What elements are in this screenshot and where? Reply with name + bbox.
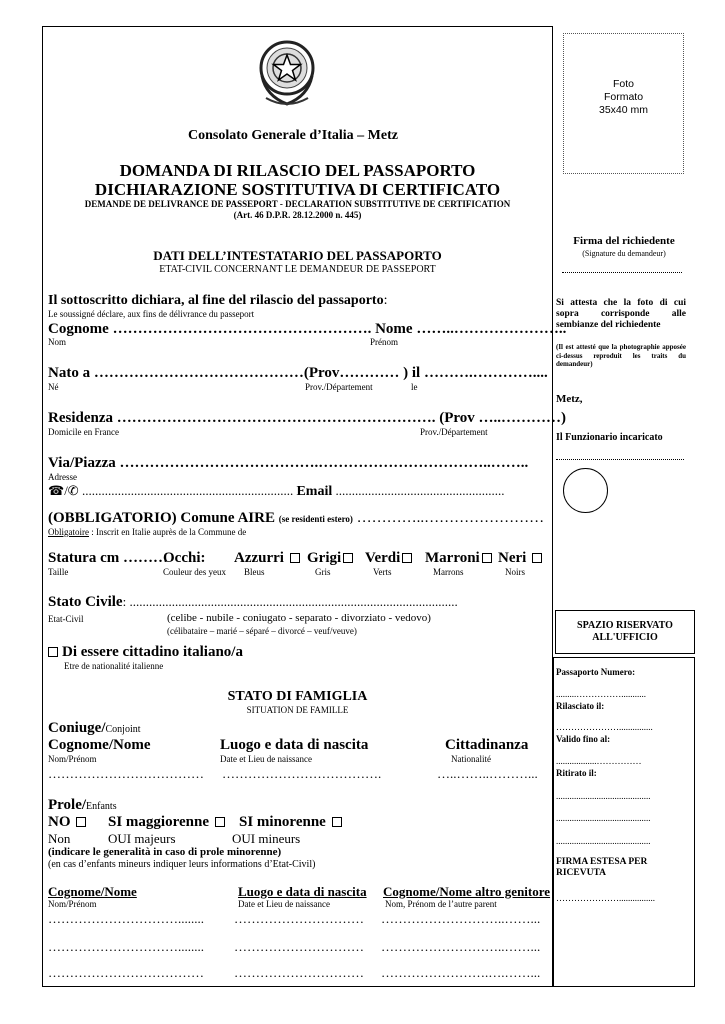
verdi-checkbox[interactable] bbox=[402, 553, 412, 563]
photo-size: 35x40 mm bbox=[598, 104, 649, 116]
famiglia-title: STATO DI FAMIGLIA bbox=[227, 689, 368, 704]
stato-civile-field[interactable]: Stato Civile: ..................................................................................................... bbox=[48, 594, 458, 610]
prole-si-min[interactable]: SI minorenne bbox=[239, 814, 344, 831]
passaporto-num-label: Passaporto Numero: bbox=[556, 667, 636, 677]
table-s-date: Date et Lieu de naissance bbox=[238, 899, 330, 909]
coniuge-s-date: Date et Lieu de naissance bbox=[220, 754, 312, 764]
passaporto-num-input[interactable]: .........……………........... bbox=[556, 689, 646, 699]
cittadino-field[interactable]: Di essere cittadino italiano/a bbox=[48, 644, 243, 661]
coniuge-s-nom: Nom/Prénom bbox=[48, 754, 97, 764]
italian-emblem-icon bbox=[256, 36, 318, 110]
eye-verdi[interactable]: Verdi bbox=[365, 550, 414, 567]
stato-options-fr: (célibataire – marié – séparé – divorcé – veuf/veuve) bbox=[167, 626, 357, 636]
stato-options: (celibe - nubile - coniugato - separato - divorziato - vedovo) bbox=[167, 612, 431, 624]
cittadino-checkbox[interactable] bbox=[48, 647, 58, 657]
prole-no[interactable]: NO bbox=[48, 814, 88, 831]
consulate-name: Consolato Generale d’Italia – Metz bbox=[188, 128, 398, 143]
child-row-1-altro[interactable]: ………………………..……... bbox=[381, 911, 541, 926]
marrons-label: Marrons bbox=[433, 567, 464, 577]
phone-icon: ☎/✆ bbox=[48, 483, 79, 498]
coniuge-h-citt: Cittadinanza bbox=[445, 737, 529, 753]
coniuge-luogo-input[interactable]: ………………………………. bbox=[222, 766, 382, 781]
phone-email-field[interactable]: ☎/✆ ................................................................. Email .................................................... bbox=[48, 483, 505, 499]
oui-min-label: OUI mineurs bbox=[232, 831, 301, 846]
nom-label: Nom bbox=[48, 337, 66, 347]
table-h-altro: Cognome/Nome altro genitore bbox=[383, 884, 551, 899]
coniuge-label: Coniuge/Conjoint bbox=[48, 720, 141, 736]
coniuge-citt-input[interactable]: …..……..………... bbox=[437, 766, 538, 781]
coniuge-s-nat: Nationalité bbox=[451, 754, 491, 764]
child-row-1-luogo[interactable]: ………………………… bbox=[234, 911, 364, 926]
oui-maj-label: OUI majeurs bbox=[108, 831, 176, 846]
grigi-checkbox[interactable] bbox=[343, 553, 353, 563]
statura-field[interactable]: Statura cm ……… bbox=[48, 550, 168, 566]
page-subtitle: DICHIARAZIONE SOSTITUTIVA DI CERTIFICATO bbox=[94, 180, 501, 199]
signature-line[interactable] bbox=[562, 272, 682, 273]
eye-marroni[interactable]: Marroni bbox=[425, 550, 494, 567]
table-h-cognome: Cognome/Nome bbox=[48, 884, 137, 899]
nato-field[interactable]: Nato a ……………………………………(Prov………… ) il ……….………….... bbox=[48, 365, 548, 381]
famiglia-subtitle: SITUATION DE FAMILLE bbox=[246, 705, 349, 715]
noirs-label: Noirs bbox=[505, 567, 525, 577]
photo-format: Formato bbox=[603, 91, 644, 103]
prole-label: Prole/Enfants bbox=[48, 797, 117, 813]
gris-label: Gris bbox=[315, 567, 331, 577]
etat-civil-label: Etat-Civil bbox=[48, 614, 84, 624]
verts-label: Verts bbox=[373, 567, 392, 577]
legal-reference: (Art. 46 D.P.R. 28.12.2000 n. 445) bbox=[233, 210, 362, 220]
indicare-note: (indicare le generalità in caso di prole minorenne) bbox=[48, 846, 282, 858]
cittadino-fr: Etre de nationalité italienne bbox=[64, 661, 164, 671]
via-field[interactable]: Via/Piazza ………………………………….……………………………..…….. bbox=[48, 455, 529, 471]
signature-label: (Signature du demandeur) bbox=[582, 249, 666, 258]
stamp-circle bbox=[563, 468, 608, 513]
coniuge-h-cognome: Cognome/Nome bbox=[48, 737, 151, 753]
prov-label: Prov./Département bbox=[305, 382, 373, 392]
neri-checkbox[interactable] bbox=[532, 553, 542, 563]
metz-label: Metz, bbox=[556, 393, 583, 405]
intro-text-fr: Le soussigné déclare, aux fins de délivrance du passeport bbox=[48, 309, 255, 319]
rilasciato-input[interactable]: …………………............... bbox=[556, 722, 653, 732]
ritirato-input-2[interactable]: .......................................... bbox=[556, 813, 651, 823]
prole-magg-checkbox[interactable] bbox=[215, 817, 225, 827]
section-title: DATI DELL’INTESTATARIO DEL PASSAPORTO bbox=[153, 248, 442, 263]
table-s-nom2: Nom, Prénom de l’autre parent bbox=[385, 899, 497, 909]
attesta-text-fr: (Il est attesté que la photographie apposée ci-dessus reproduit les traits du demandeur) bbox=[556, 343, 686, 368]
child-row-3-luogo[interactable]: ………………………… bbox=[234, 965, 364, 980]
child-row-2-luogo[interactable]: ………………………… bbox=[234, 939, 364, 954]
prole-min-checkbox[interactable] bbox=[332, 817, 342, 827]
prenom-label: Prénom bbox=[370, 337, 398, 347]
ritirato-label: Ritirato il: bbox=[556, 768, 597, 778]
eye-grigi[interactable]: Grigi bbox=[307, 550, 355, 567]
aire-note-fr: Obligatoire : Inscrit en Italie auprès de la Commune de bbox=[48, 527, 247, 537]
eye-azzurri[interactable]: Azzurri bbox=[234, 550, 302, 567]
section-subtitle: ETAT-CIVIL CONCERNANT LE DEMANDEUR DE PASSEPORT bbox=[159, 264, 436, 275]
prov-label-2: Prov./Département bbox=[420, 427, 488, 437]
aire-field[interactable]: (OBBLIGATORIO) Comune AIRE (se residenti estero) …………..…………………… bbox=[48, 510, 545, 526]
indicare-note-fr: (en cas d’enfants mineurs indiquer leurs informations d’Etat-Civil) bbox=[48, 859, 316, 870]
ritirato-input-3[interactable]: .......................................... bbox=[556, 836, 651, 846]
table-h-luogo: Luogo e data di nascita bbox=[238, 884, 367, 899]
page-title: DOMANDA DI RILASCIO DEL PASSAPORTO bbox=[119, 161, 476, 180]
coniuge-h-luogo: Luogo e data di nascita bbox=[220, 737, 369, 753]
firma-label: Firma del richiedente bbox=[573, 235, 675, 247]
taille-label: Taille bbox=[48, 567, 69, 577]
child-row-1-nome[interactable]: …………………………........ bbox=[48, 911, 204, 926]
funzionario-line[interactable] bbox=[556, 459, 684, 460]
valido-label: Valido fino al: bbox=[556, 734, 611, 744]
le-label: le bbox=[411, 382, 418, 392]
bleus-label: Bleus bbox=[244, 567, 265, 577]
funzionario-label: Il Funzionario incaricato bbox=[556, 432, 663, 443]
photo-box bbox=[563, 33, 684, 174]
azzurri-checkbox[interactable] bbox=[290, 553, 300, 563]
marroni-checkbox[interactable] bbox=[482, 553, 492, 563]
child-row-2-altro[interactable]: ………………………..……... bbox=[381, 939, 541, 954]
domicile-label: Domicile en France bbox=[48, 427, 119, 437]
office-reserved-header: SPAZIO RISERVATO ALL'UFFICIO bbox=[555, 610, 695, 654]
child-row-2-nome[interactable]: …………………………........ bbox=[48, 939, 204, 954]
rilasciato-label: Rilasciato il: bbox=[556, 701, 605, 711]
child-row-3-nome[interactable]: ……………………………… bbox=[48, 965, 204, 980]
intro-text: Il sottoscritto dichiara, al fine del rilascio del passaporto: bbox=[48, 293, 388, 308]
prole-si-magg[interactable]: SI maggiorenne bbox=[108, 814, 227, 831]
photo-label: Foto bbox=[612, 78, 634, 90]
prole-no-checkbox[interactable] bbox=[76, 817, 86, 827]
ritirato-input-1[interactable]: .......................................... bbox=[556, 791, 651, 801]
cognome-nome-field[interactable]: Cognome ……………………………………………. Nome ……..………………….. bbox=[48, 321, 567, 337]
attesta-text: Si attesta che la foto di cui sopra corrisponde alle sembianze del richiedente bbox=[556, 298, 686, 330]
firma-estesa-input[interactable]: …………………................ bbox=[556, 893, 655, 903]
page-subtitle-fr: DEMANDE DE DELIVRANCE DE PASSEPORT - DECLARATION SUBSTITUTIVE DE CERTIFICATION bbox=[84, 199, 511, 209]
couleur-label: Couleur des yeux bbox=[163, 567, 226, 577]
non-label: Non bbox=[48, 831, 71, 846]
residenza-field[interactable]: Residenza ………………………………………………………. (Prov …..…………) bbox=[48, 410, 567, 426]
child-row-3-altro[interactable]: …………………….….……... bbox=[381, 965, 541, 980]
valido-input[interactable]: ..................…………… bbox=[556, 756, 642, 766]
eye-neri[interactable]: Neri bbox=[498, 550, 544, 567]
adresse-label: Adresse bbox=[48, 472, 77, 482]
firma-estesa-label: FIRMA ESTESA PER RICEVUTA bbox=[556, 857, 648, 878]
ne-label: Né bbox=[48, 382, 59, 392]
occhi-label: Occhi: bbox=[163, 550, 206, 566]
table-s-nom: Nom/Prénom bbox=[48, 899, 97, 909]
coniuge-nome-input[interactable]: ……………………………… bbox=[48, 766, 204, 781]
